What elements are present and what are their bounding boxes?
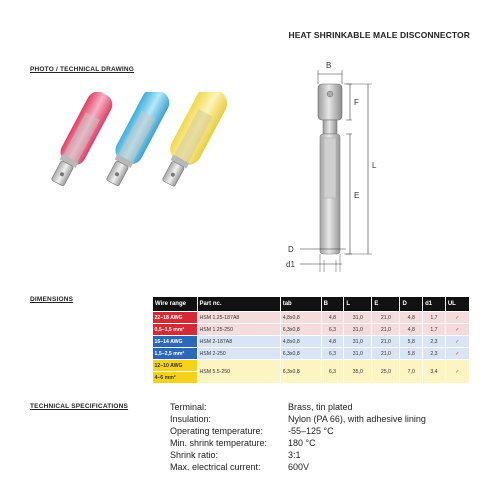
- technical-drawing: [280, 60, 390, 275]
- b-value: 4,8: [321, 312, 344, 324]
- d1-value: 2,3: [423, 336, 446, 348]
- table-row: [153, 360, 470, 372]
- spec-label-shrink-temp: Min. shrink temperature:: [170, 438, 268, 448]
- d1-value: 3,4: [423, 360, 446, 384]
- ul-check-icon: ✓: [445, 324, 469, 336]
- table-row: [153, 348, 470, 360]
- b-value: 6,3: [321, 360, 344, 384]
- col-l: L: [344, 297, 372, 312]
- dim-label-l: L: [372, 161, 377, 170]
- l-value: 31,0: [344, 312, 372, 324]
- spec-value-insulation: Nylon (PA 66), with adhesive lining: [288, 414, 426, 424]
- part-no: HSM 2-250: [197, 348, 280, 360]
- l-value: 31,0: [344, 336, 372, 348]
- spec-value-max-current: 600V: [288, 462, 310, 472]
- ul-check-icon: ✓: [445, 312, 469, 324]
- e-value: 21,0: [372, 348, 400, 360]
- dim-label-e: E: [354, 191, 360, 200]
- d-value: 4,8: [400, 312, 423, 324]
- d-value: 5,8: [400, 348, 423, 360]
- dim-label-d1: d1: [286, 260, 295, 269]
- col-e: E: [372, 297, 400, 312]
- tab-size: 4,8x0,8: [280, 336, 321, 348]
- dimensions-table: [152, 296, 470, 384]
- ul-check-icon: ✓: [445, 348, 469, 360]
- table-row: [153, 336, 470, 348]
- d-value: 5,8: [400, 336, 423, 348]
- wire-range: 12–10 AWG: [153, 360, 198, 372]
- l-value: 31,0: [344, 324, 372, 336]
- col-wire-range: Wire range: [153, 297, 198, 312]
- part-no: HSM 1.25-187A8: [197, 312, 280, 324]
- spec-value-shrink-temp: 180 °C: [288, 438, 316, 448]
- wire-range: 16–14 AWG: [153, 336, 198, 348]
- l-value: 31,0: [344, 348, 372, 360]
- red-terminal: [46, 92, 116, 189]
- wire-range: 22–18 AWG: [153, 312, 198, 324]
- spec-value-shrink-ratio: 3:1: [288, 450, 301, 460]
- dim-label-f: F: [354, 98, 359, 107]
- spec-label-max-current: Max. electrical current:: [170, 462, 261, 472]
- tab-size: 4,8x0,8: [280, 312, 321, 324]
- col-part-no: Part nc.: [197, 297, 280, 312]
- d1-value: 2,3: [423, 348, 446, 360]
- section-photo-heading: PHOTO / TECHNICAL DRAWING: [30, 66, 135, 73]
- d1-value: 1,7: [423, 312, 446, 324]
- b-value: 6,3: [321, 348, 344, 360]
- wire-range: 1,5–2,5 mm²: [153, 348, 198, 360]
- wire-range: 0,5–1,5 mm²: [153, 324, 198, 336]
- ul-check-icon: ✓: [445, 336, 469, 348]
- b-value: 6,3: [321, 324, 344, 336]
- page-title: HEAT SHRINKABLE MALE DISCONNECTOR: [288, 30, 470, 40]
- section-tech-specs-heading: TECHNICAL SPECIFICATIONS: [30, 403, 129, 410]
- e-value: 21,0: [372, 336, 400, 348]
- dim-label-d: D: [288, 245, 294, 254]
- table-header-row: [153, 297, 470, 312]
- tab-size: 6,3x0,8: [280, 324, 321, 336]
- col-ul: UL: [445, 297, 469, 312]
- wire-range: 4–6 mm²: [153, 372, 198, 384]
- e-value: 21,0: [372, 312, 400, 324]
- part-no: HSM 2-187A8: [197, 336, 280, 348]
- e-value: 21,0: [372, 324, 400, 336]
- spec-label-operating-temp: Operating temperature:: [170, 426, 264, 436]
- col-tab: tab: [280, 297, 321, 312]
- table-row: [153, 324, 470, 336]
- col-b: B: [321, 297, 344, 312]
- product-photo: [38, 92, 228, 212]
- table-row: [153, 312, 470, 324]
- spec-label-insulation: Insulation:: [170, 414, 212, 424]
- spec-value-terminal: Brass, tin plated: [288, 402, 353, 412]
- l-value: 35,0: [344, 360, 372, 384]
- e-value: 25,0: [372, 360, 400, 384]
- ul-check-icon: ✓: [445, 360, 469, 384]
- d-value: 7,0: [400, 360, 423, 384]
- tab-size: 6,3x0,8: [280, 360, 321, 384]
- col-d1: d1: [423, 297, 446, 312]
- col-d: D: [400, 297, 423, 312]
- spec-label-terminal: Terminal:: [170, 402, 207, 412]
- part-no: HSM 1.25-250: [197, 324, 280, 336]
- section-dimensions-heading: DIMENSIONS: [30, 296, 74, 303]
- d1-value: 1,7: [423, 324, 446, 336]
- b-value: 4,8: [321, 336, 344, 348]
- spec-label-shrink-ratio: Shrink ratio:: [170, 450, 219, 460]
- dim-label-b: B: [326, 61, 332, 70]
- part-no: HSM 5.5-250: [197, 360, 280, 384]
- d-value: 4,8: [400, 324, 423, 336]
- spec-value-operating-temp: -55–125 °C: [288, 426, 334, 436]
- tab-size: 6,3x0,8: [280, 348, 321, 360]
